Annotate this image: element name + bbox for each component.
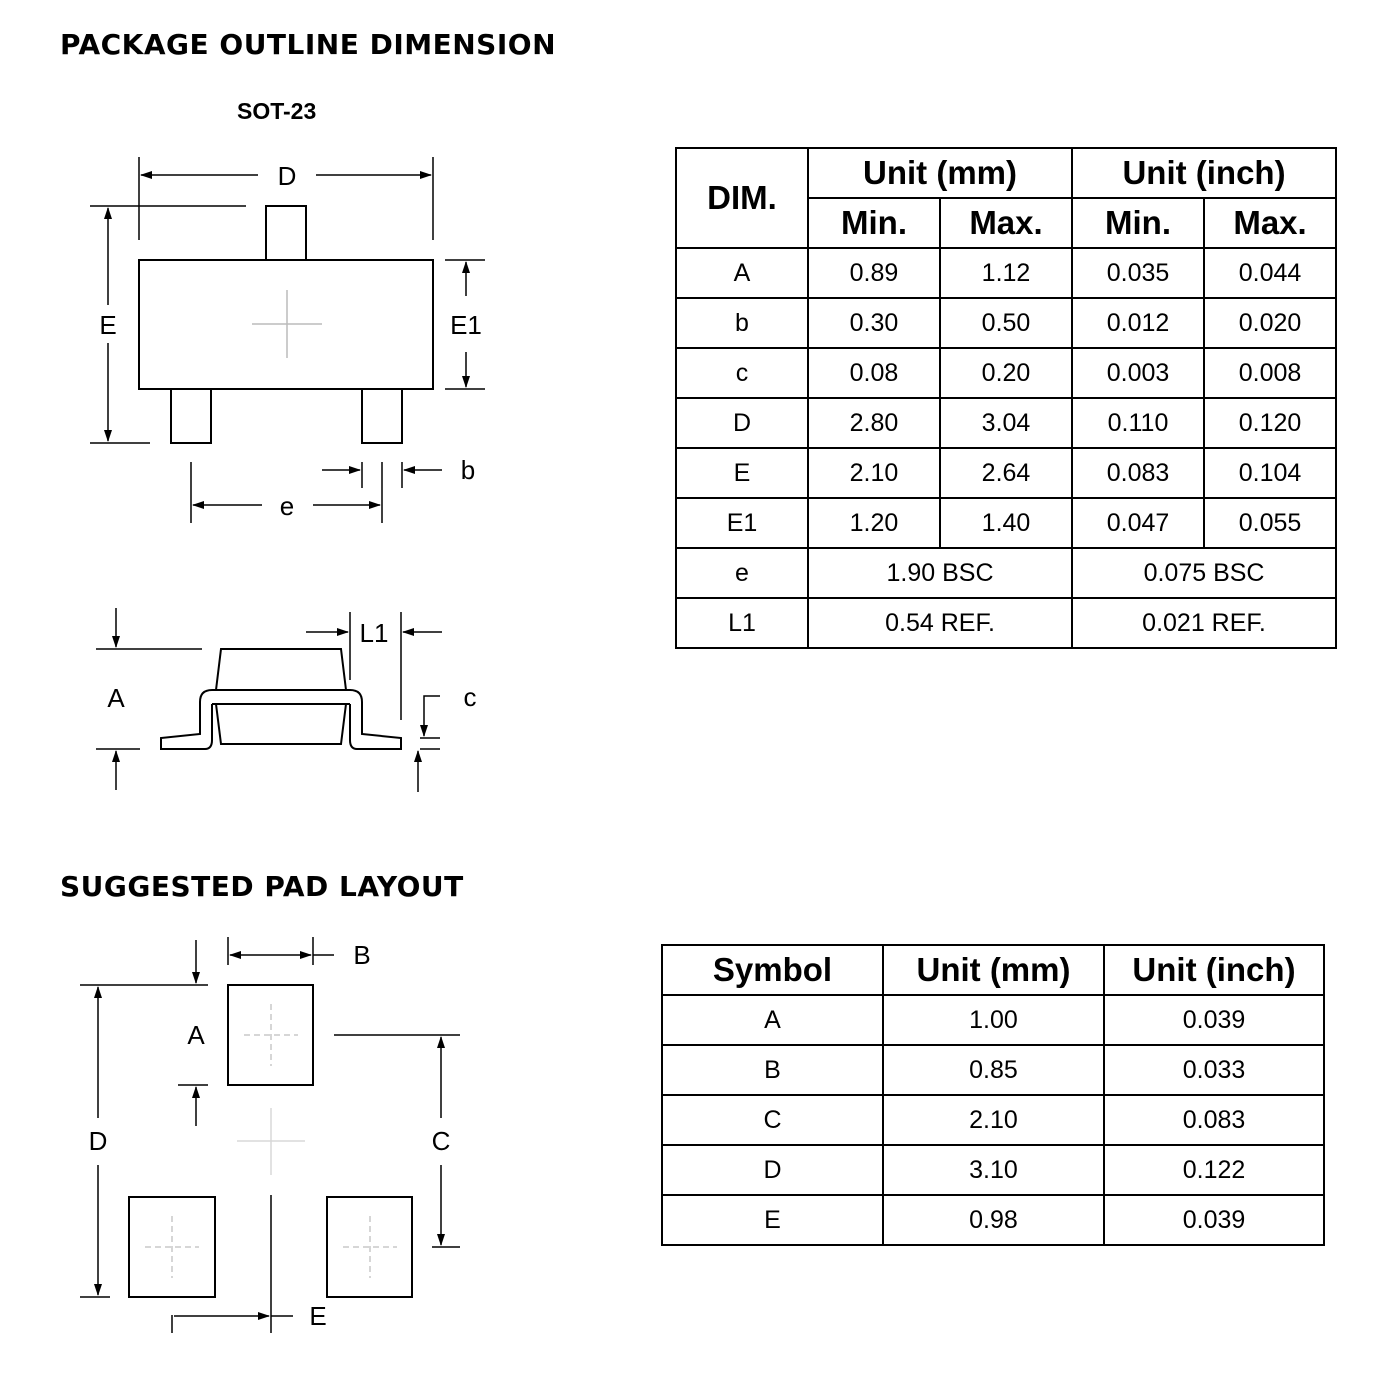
table-row — [676, 248, 1336, 298]
symbol-cell: E — [662, 1195, 883, 1245]
symbol-cell: C — [662, 1095, 883, 1145]
value-cell: 0.039 — [1104, 995, 1324, 1045]
pad-layout-table — [661, 944, 1325, 1246]
dim-cell: D — [676, 398, 808, 448]
package-outline-heading: PACKAGE OUTLINE DIMENSION — [60, 28, 557, 61]
symbol-cell: D — [662, 1145, 883, 1195]
dimension-table — [675, 147, 1337, 649]
pin-bottom-right — [362, 389, 402, 443]
value-cell: 3.04 — [940, 398, 1072, 448]
value-cell: 0.20 — [940, 348, 1072, 398]
label-E: E — [99, 310, 117, 340]
pad-label-B: B — [353, 940, 371, 970]
value-cell: 2.10 — [883, 1095, 1104, 1145]
pad-label-D: D — [88, 1126, 108, 1156]
table-row — [676, 398, 1336, 448]
value-cell: 0.044 — [1204, 248, 1336, 298]
table-row — [676, 348, 1336, 398]
table-row — [676, 548, 1336, 598]
pin-top — [266, 206, 306, 260]
label-L1: L1 — [359, 618, 389, 648]
value-cell: 0.020 — [1204, 298, 1336, 348]
label-c: c — [463, 682, 477, 712]
value-cell: 0.083 — [1104, 1095, 1324, 1145]
table-row — [662, 1045, 1324, 1095]
value-cell: 2.80 — [808, 398, 940, 448]
unit-mm-header: Unit (mm) — [808, 148, 1072, 198]
package-name: SOT-23 — [237, 98, 317, 124]
pad-label-E: E — [309, 1301, 327, 1331]
dim-cell: e — [676, 548, 808, 598]
symbol-header: Symbol — [662, 945, 883, 995]
label-e: e — [279, 491, 295, 521]
dim-cell: E1 — [676, 498, 808, 548]
inch-max-header: Max. — [1204, 198, 1336, 248]
table-row — [662, 1195, 1324, 1245]
table-row — [676, 498, 1336, 548]
value-cell: 0.30 — [808, 298, 940, 348]
value-cell: 0.120 — [1204, 398, 1336, 448]
pad-layout-heading: SUGGESTED PAD LAYOUT — [60, 870, 464, 903]
unit-mm-header: Unit (mm) — [883, 945, 1104, 995]
mm-max-header: Max. — [940, 198, 1072, 248]
value-cell: 0.98 — [883, 1195, 1104, 1245]
value-cell: 0.08 — [808, 348, 940, 398]
value-cell: 0.008 — [1204, 348, 1336, 398]
table-row — [662, 995, 1324, 1045]
table-row — [662, 1145, 1324, 1195]
value-cell: 1.12 — [940, 248, 1072, 298]
value-cell: 0.003 — [1072, 348, 1204, 398]
label-b: b — [460, 455, 476, 485]
value-cell: 0.047 — [1072, 498, 1204, 548]
value-cell: 1.40 — [940, 498, 1072, 548]
dim-header: DIM. — [676, 148, 808, 248]
value-cell: 0.122 — [1104, 1145, 1324, 1195]
value-cell: 1.90 BSC — [808, 548, 1072, 598]
value-cell: 1.00 — [883, 995, 1104, 1045]
value-cell: 2.10 — [808, 448, 940, 498]
value-cell: 0.075 BSC — [1072, 548, 1336, 598]
value-cell: 0.104 — [1204, 448, 1336, 498]
pad-label-C: C — [431, 1126, 451, 1156]
unit-inch-header: Unit (inch) — [1104, 945, 1324, 995]
value-cell: 0.012 — [1072, 298, 1204, 348]
unit-inch-header: Unit (inch) — [1072, 148, 1336, 198]
pad-label-A: A — [187, 1020, 205, 1050]
table-row — [662, 1095, 1324, 1145]
symbol-cell: B — [662, 1045, 883, 1095]
pad-layout-drawing — [80, 937, 460, 1333]
label-D: D — [277, 161, 297, 191]
value-cell: 0.89 — [808, 248, 940, 298]
symbol-cell: A — [662, 995, 883, 1045]
table-row — [676, 598, 1336, 648]
dim-cell: b — [676, 298, 808, 348]
inch-min-header: Min. — [1072, 198, 1204, 248]
table-row — [676, 298, 1336, 348]
value-cell: 0.039 — [1104, 1195, 1324, 1245]
value-cell: 0.021 REF. — [1072, 598, 1336, 648]
value-cell: 0.85 — [883, 1045, 1104, 1095]
value-cell: 0.035 — [1072, 248, 1204, 298]
value-cell: 0.54 REF. — [808, 598, 1072, 648]
value-cell: 0.033 — [1104, 1045, 1324, 1095]
value-cell: 0.083 — [1072, 448, 1204, 498]
dim-cell: E — [676, 448, 808, 498]
value-cell: 0.055 — [1204, 498, 1336, 548]
table-row — [676, 448, 1336, 498]
dim-cell: A — [676, 248, 808, 298]
mm-min-header: Min. — [808, 198, 940, 248]
dim-cell: c — [676, 348, 808, 398]
value-cell: 0.50 — [940, 298, 1072, 348]
dim-cell: L1 — [676, 598, 808, 648]
value-cell: 2.64 — [940, 448, 1072, 498]
value-cell: 0.110 — [1072, 398, 1204, 448]
label-E1: E1 — [450, 310, 482, 340]
pin-bottom-left — [171, 389, 211, 443]
value-cell: 1.20 — [808, 498, 940, 548]
label-A: A — [107, 683, 125, 713]
package-side-view-drawing — [96, 608, 442, 792]
value-cell: 3.10 — [883, 1145, 1104, 1195]
